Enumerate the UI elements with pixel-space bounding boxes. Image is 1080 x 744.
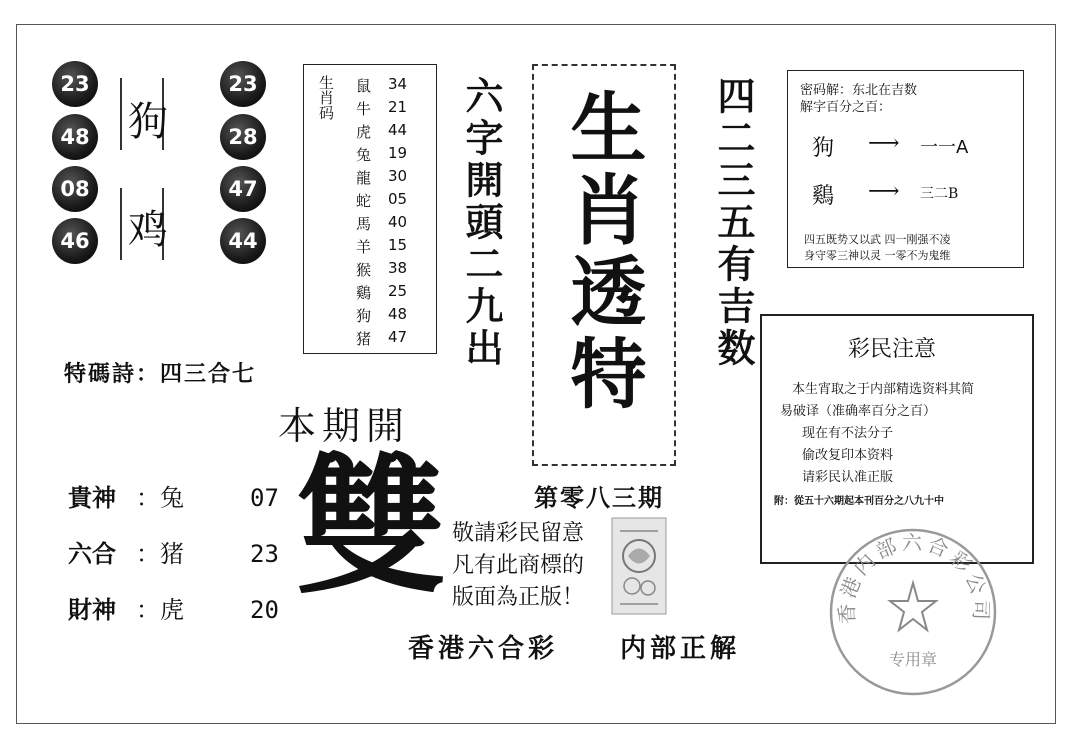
notice-title: 彩民注意 (848, 337, 937, 362)
headline-six-start: 六字開頭二九出 (459, 76, 504, 370)
star-icon (890, 583, 936, 630)
trademark-logo (610, 516, 668, 616)
code-row-animal: 鷄 (812, 184, 835, 209)
number-ball: 48 (52, 114, 98, 160)
list-item: 猪 47 (356, 328, 408, 348)
number-ball: 47 (220, 166, 266, 212)
big-double-char: 雙 (296, 439, 447, 615)
zodiac-dog: 狗 (128, 99, 168, 145)
list-item: 龍 30 (356, 167, 408, 187)
list-item: 猴 38 (356, 259, 408, 279)
number-ball: 23 (220, 61, 266, 107)
main-headline-box (532, 64, 676, 466)
list-item: 牛 21 (356, 98, 408, 118)
code-line: 解字百分之百： (800, 100, 892, 115)
deity-row: 貴神 ：兔 07 (68, 483, 279, 512)
list-item: 蛇 05 (356, 190, 408, 210)
main-headline: 生肖透特 (558, 88, 647, 416)
special-code-poem: 特碼詩：四三合七 (64, 361, 257, 387)
number-ball: 28 (220, 114, 266, 160)
notice-line: 请彩民认准正版 (802, 470, 894, 485)
verse-line: 身守零三神以灵 一零不为鬼维 (804, 249, 951, 262)
deity-row: 財神 ：虎 20 (68, 595, 279, 624)
notice-line: 现在有不法分子 (802, 426, 894, 441)
code-row-animal: 狗 (812, 136, 835, 161)
list-item: 羊 15 (356, 236, 408, 256)
deity-row: 六合 ：猪 23 (68, 539, 279, 568)
trademark-line: 凡有此商標的 (452, 553, 585, 578)
headline-lucky-numbers: 四二三五有吉数 (711, 76, 756, 370)
notice-line: 本生宵取之于内部精选资料其简 (792, 382, 975, 397)
zodiac-code-box (303, 64, 437, 354)
code-row-value: 三二B (920, 186, 959, 202)
notice-footer: 附：從五十六期起本刊百分之八九十中 (774, 496, 944, 507)
arrow-icon: ⟶ (868, 131, 900, 156)
arrow-icon: ⟶ (868, 179, 900, 204)
issue-number: 第零八三期 (534, 483, 664, 512)
number-ball: 46 (52, 218, 98, 264)
list-item: 虎 44 (356, 121, 408, 141)
list-item: 兔 19 (356, 144, 408, 164)
footer-left: 香港六合彩 (408, 634, 559, 664)
zodiac-chicken: 鸡 (128, 207, 168, 253)
code-decrypt-box (787, 70, 1024, 268)
svg-text:香港内部六合彩公司 (835, 531, 994, 625)
seal-ring-text: 香港内部六合彩公司 (834, 530, 994, 625)
code-line: 密码解：东北在吉数 (800, 83, 918, 98)
list-item: 狗 48 (356, 305, 408, 325)
this-period-label: 本期開 (278, 404, 411, 448)
trademark-line: 版面為正版！ (452, 585, 585, 610)
list-item: 鼠 34 (356, 75, 408, 95)
list-item: 鷄 25 (356, 282, 408, 302)
company-seal (826, 525, 1000, 699)
code-row-value: 一一A (920, 137, 969, 158)
number-ball: 08 (52, 166, 98, 212)
verse-line: 四五既势又以武 四一刚强不凌 (804, 233, 951, 246)
number-ball: 23 (52, 61, 98, 107)
notice-line: 偷改复印本资料 (802, 448, 894, 463)
footer-right: 内部正解 (620, 634, 741, 664)
trademark-line: 敬請彩民留意 (452, 521, 585, 546)
number-ball: 44 (220, 218, 266, 264)
zodiac-code-title: 生肖码 (317, 75, 335, 120)
list-item: 馬 40 (356, 213, 408, 233)
notice-line: 易破译（准确率百分之百） (780, 404, 937, 419)
seal-bottom-text: 专用章 (888, 650, 938, 669)
